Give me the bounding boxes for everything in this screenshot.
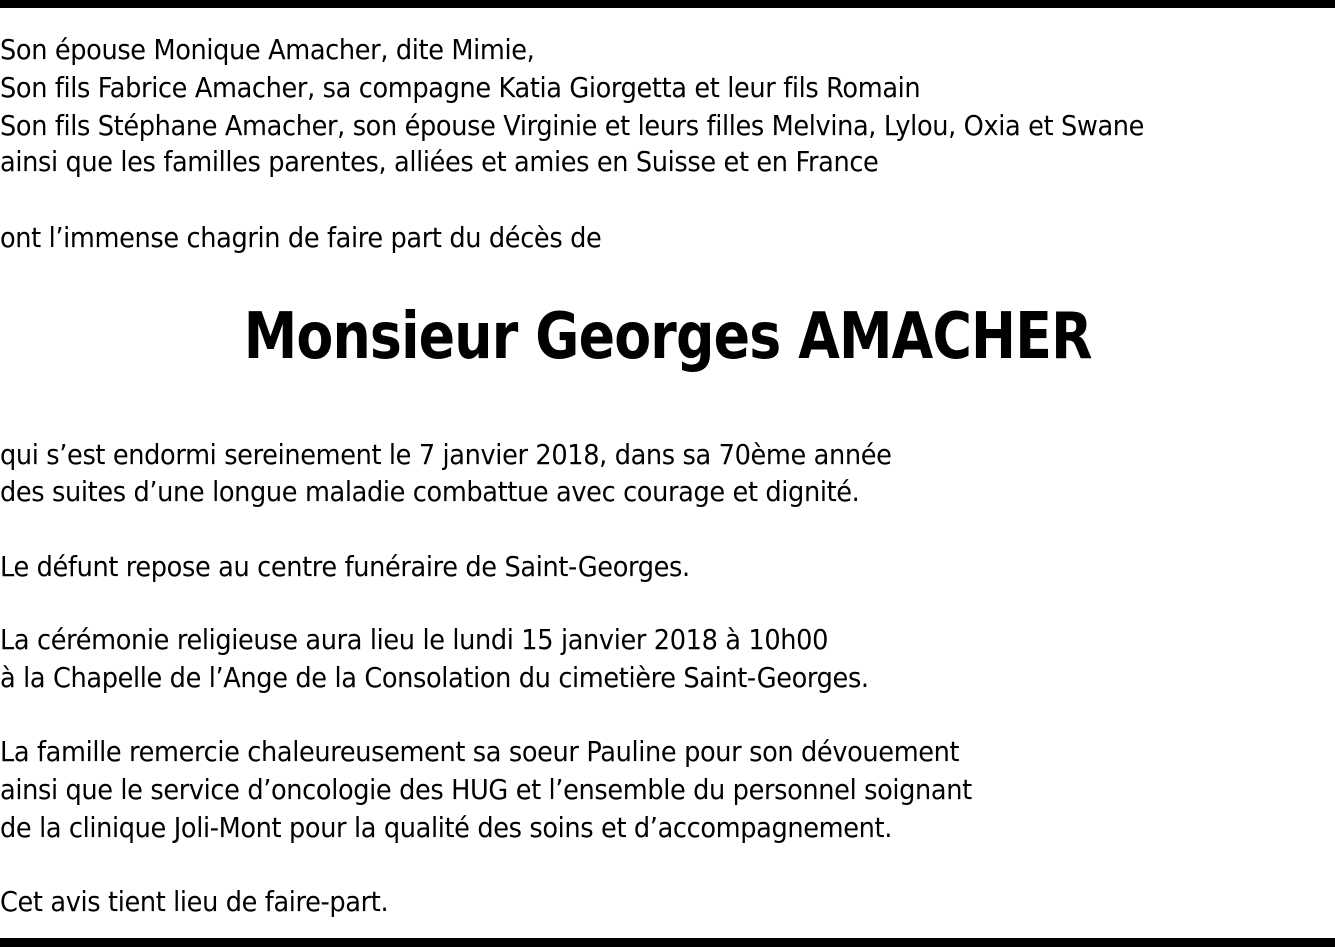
deceased-name-heading xyxy=(0,297,1335,377)
rest-line: Le défunt repose au centre funéraire de Saint-Georges. xyxy=(0,550,690,583)
death-line-2: des suites d’une longue maladie combattue avec courage et dignité. xyxy=(0,475,860,508)
announcement-line: ont l’immense chagrin de faire part du décès de xyxy=(0,221,602,254)
death-line-1: qui s’est endormi sereinement le 7 janvier 2018, dans sa 70ème année xyxy=(0,438,892,471)
family-line-4: ainsi que les familles parentes, alliées et amies en Suisse et en France xyxy=(0,145,879,178)
deceased-name: Monsieur Georges AMACHER xyxy=(243,300,1092,374)
top-border xyxy=(0,0,1335,8)
family-line-2: Son fils Fabrice Amacher, sa compagne Katia Giorgetta et leur fils Romain xyxy=(0,71,921,104)
family-line-3: Son fils Stéphane Amacher, son épouse Virginie et leurs filles Melvina, Lylou, Oxia et Swane xyxy=(0,109,1145,142)
ceremony-line-2: à la Chapelle de l’Ange de la Consolation du cimetière Saint-Georges. xyxy=(0,661,869,694)
family-line-1: Son épouse Monique Amacher, dite Mimie, xyxy=(0,33,535,66)
bottom-border xyxy=(0,938,1335,947)
thanks-line-1: La famille remercie chaleureusement sa soeur Pauline pour son dévouement xyxy=(0,735,960,768)
thanks-line-2: ainsi que le service d’oncologie des HUG et l’ensemble du personnel soignant xyxy=(0,773,972,806)
ceremony-line-1: La cérémonie religieuse aura lieu le lundi 15 janvier 2018 à 10h00 xyxy=(0,623,829,656)
closing-line: Cet avis tient lieu de faire-part. xyxy=(0,885,389,918)
thanks-line-3: de la clinique Joli-Mont pour la qualité des soins et d’accompagnement. xyxy=(0,811,892,844)
